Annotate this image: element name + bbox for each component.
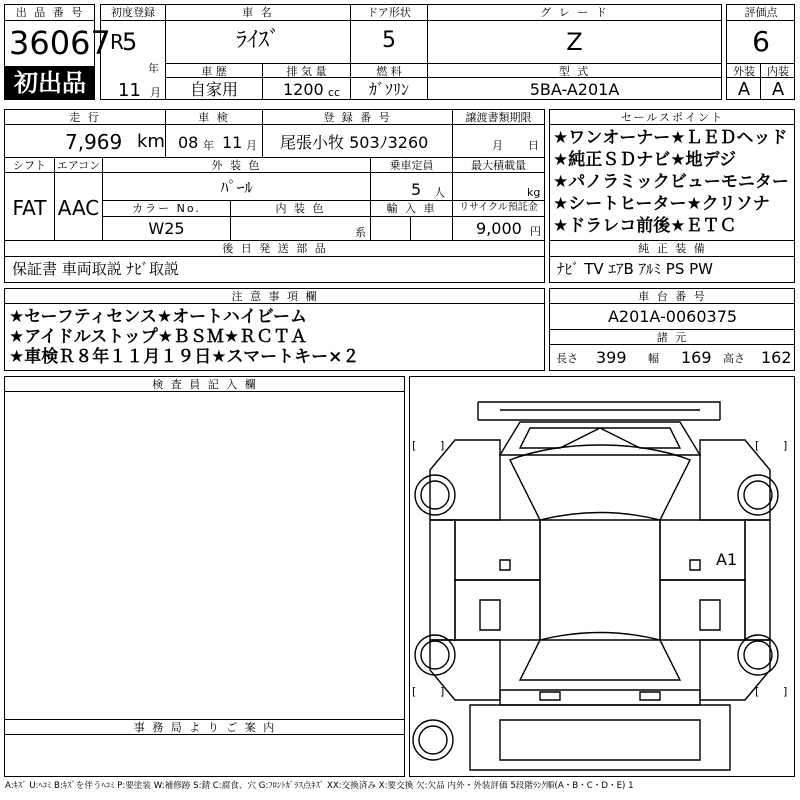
year-unit: 年 bbox=[148, 62, 159, 75]
sales-line: ★純正ＳＤナビ★地デジ bbox=[553, 150, 737, 170]
sales-line: ★シートヒーター★クリソナ bbox=[553, 194, 770, 214]
width-value: 169 bbox=[681, 348, 712, 367]
bracket-right: ] bbox=[783, 439, 788, 452]
mileage-value: 7,969 bbox=[65, 130, 123, 154]
later-parts-value: 保証書 車両取説 ﾅﾋﾞ取説 bbox=[12, 260, 180, 278]
inspection-year: 08 bbox=[178, 133, 199, 152]
first-reg-era: R bbox=[110, 30, 124, 54]
displacement-label: 排 気 量 bbox=[286, 65, 327, 78]
notes-line: ★セーフティセンス★オートハイビーム bbox=[9, 307, 308, 327]
equipment-label: 純 正 装 備 bbox=[638, 242, 707, 255]
width-label: 幅 bbox=[648, 352, 659, 365]
bracket-left: [ bbox=[412, 439, 417, 452]
transfer-day: 日 bbox=[528, 139, 539, 152]
history-label: 車 歴 bbox=[201, 65, 227, 78]
chassis-label: 車 台 番 号 bbox=[638, 290, 707, 303]
first-reg-label: 初度登録 bbox=[111, 6, 155, 19]
inspector-label: 検 査 員 記 入 欄 bbox=[152, 378, 258, 391]
height-label: 高さ bbox=[723, 352, 745, 365]
first-reg-year: 5 bbox=[122, 28, 138, 56]
grade-label: グ レ ー ド bbox=[540, 6, 609, 19]
inspection-month: 11 bbox=[222, 133, 243, 152]
capacity-value: 5 bbox=[411, 180, 422, 199]
later-parts-label: 後 日 発 送 部 品 bbox=[222, 242, 328, 255]
damage-mark: A1 bbox=[716, 550, 738, 569]
inspection-label: 車 検 bbox=[198, 111, 230, 124]
bracket-right: ] bbox=[440, 439, 445, 452]
notes-line: ★アイドルストップ★ＢＳＭ★ＲＣＴＡ bbox=[9, 327, 308, 347]
capacity-label: 乗車定員 bbox=[389, 159, 434, 172]
score-value: 6 bbox=[752, 25, 770, 58]
inspection-year-unit: 年 bbox=[203, 139, 214, 152]
color-no-value: W25 bbox=[148, 219, 185, 238]
bracket-left: [ bbox=[755, 439, 760, 452]
plate-value: 尾張小牧 503ﾉ3260 bbox=[280, 133, 429, 152]
dims-label: 諸 元 bbox=[656, 331, 689, 344]
equipment-value: ﾅﾋﾞ TV ｴｱB ｱﾙﾐ PS PW bbox=[557, 260, 713, 278]
car-name: ﾗｲｽﾞ bbox=[235, 28, 280, 53]
ac-label: エアコン bbox=[56, 159, 101, 172]
first-reg-month: 11 bbox=[118, 80, 141, 101]
length-label: 長さ bbox=[556, 352, 578, 365]
bracket-left: [ bbox=[412, 685, 417, 698]
shift-label: シフト bbox=[13, 159, 46, 172]
door-label: ドア形状 bbox=[367, 6, 411, 19]
sales-line: ★パノラミックビューモニター bbox=[553, 172, 789, 192]
transfer-label: 譲渡書類期限 bbox=[465, 111, 532, 124]
notes-label: 注 意 事 項 欄 bbox=[231, 290, 319, 303]
model-value: 5BA-A201A bbox=[529, 80, 620, 99]
exterior-value: A bbox=[737, 79, 751, 100]
lot-number-label: 出 品 番 号 bbox=[15, 6, 85, 19]
recycle-value: 9,000 bbox=[476, 219, 522, 238]
interior-value: A bbox=[771, 79, 785, 100]
mileage-unit: km bbox=[137, 131, 165, 152]
max-load-unit: kg bbox=[527, 186, 541, 199]
sales-line: ★ワンオーナー★ＬＥＤヘッド bbox=[553, 128, 788, 148]
legend-text: A:ｷｽﾞ U:ﾍｺﾐ B:ｷｽﾞを伴うﾍｺﾐ P:要塗装 W:補修跡 S:錆 C:腐食、穴 G:ﾌﾛﾝﾄｶﾞﾗｽ点ｷｽﾞ XX:交換済み X:要交換 欠:欠品 内外・外装評価 5段階ﾗﾝｸ順(A・B・C・D・E) 1 bbox=[5, 781, 634, 791]
displacement-unit: cc bbox=[328, 86, 341, 99]
sales-line: ★ドラレコ前後★ＥＴＣ bbox=[553, 216, 737, 236]
car-diagram bbox=[413, 402, 778, 770]
recycle-unit: 円 bbox=[530, 225, 541, 238]
fuel-value: ｶﾞｿﾘﾝ bbox=[368, 80, 409, 99]
height-value: 162 bbox=[761, 348, 792, 367]
ac-value: AAC bbox=[57, 196, 100, 220]
lot-number: 36067 bbox=[9, 24, 111, 62]
sales-point-label: セールスポイント bbox=[620, 111, 724, 124]
displacement-value: 1200 bbox=[283, 80, 324, 99]
chassis-number: A201A-0060375 bbox=[607, 307, 738, 326]
notes-line: ★車検Ｒ８年１１月１９日★スマートキー×２ bbox=[9, 347, 360, 367]
int-color-label: 内 装 色 bbox=[275, 202, 326, 215]
office-label: 事 務 局 よ り ご 案 内 bbox=[133, 721, 277, 734]
bracket-right: ] bbox=[440, 685, 445, 698]
grade-value: Z bbox=[566, 28, 583, 56]
mileage-label: 走 行 bbox=[69, 111, 101, 124]
first-listing-badge: 初出品 bbox=[5, 66, 95, 100]
max-load-label: 最大積載量 bbox=[471, 159, 526, 172]
exterior-label: 外装 bbox=[733, 65, 755, 78]
model-label: 型 式 bbox=[558, 65, 591, 78]
import-label: 輸 入 車 bbox=[386, 202, 437, 215]
transfer-month: 月 bbox=[492, 139, 503, 152]
bracket-left: [ bbox=[755, 685, 760, 698]
capacity-unit: 人 bbox=[434, 186, 445, 199]
shift-value: FAT bbox=[12, 196, 47, 220]
bracket-right: ] bbox=[783, 685, 788, 698]
ext-color-value: ﾊﾟｰﾙ bbox=[220, 178, 253, 197]
int-color-unit: 系 bbox=[355, 226, 366, 239]
interior-label: 内装 bbox=[767, 65, 789, 78]
doors-value: 5 bbox=[382, 28, 396, 53]
history-value: 自家用 bbox=[189, 80, 238, 99]
recycle-label: リサイクル預託金 bbox=[459, 202, 538, 213]
fuel-label: 燃 料 bbox=[376, 65, 402, 78]
inspection-month-unit: 月 bbox=[246, 139, 257, 152]
ext-color-label: 外 装 色 bbox=[211, 159, 262, 172]
color-no-label: カラー No. bbox=[132, 202, 201, 215]
car-name-label: 車 名 bbox=[242, 6, 274, 19]
plate-label: 登 録 番 号 bbox=[323, 111, 392, 124]
length-value: 399 bbox=[596, 348, 627, 367]
month-unit: 月 bbox=[150, 86, 161, 99]
score-label: 評価点 bbox=[744, 6, 778, 19]
